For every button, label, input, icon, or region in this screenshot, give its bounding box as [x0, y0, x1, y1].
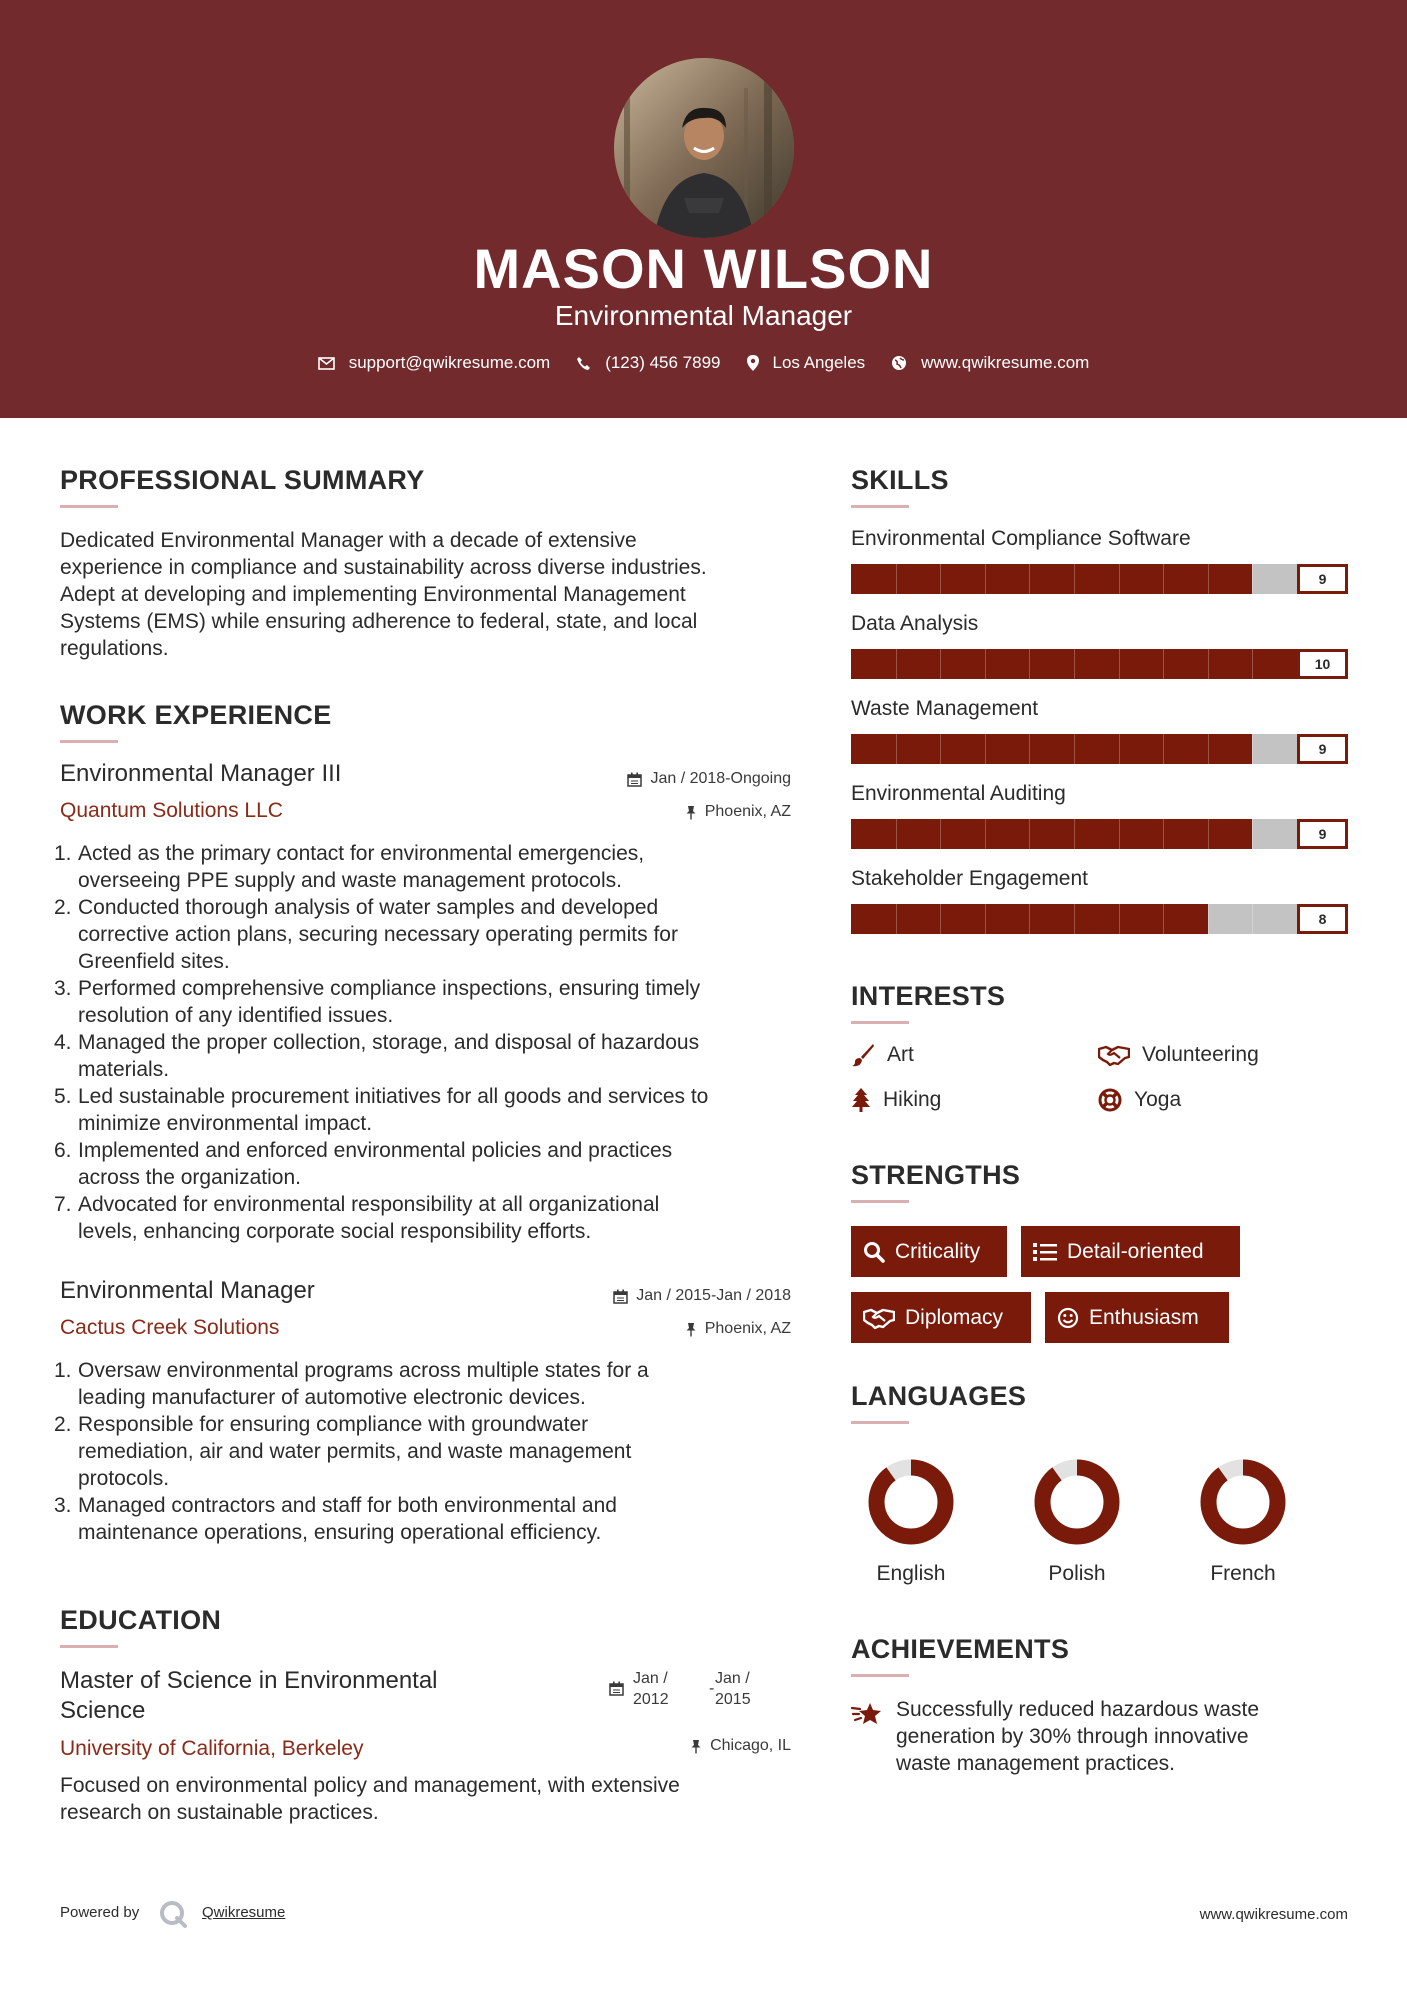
job-title: Environmental Manager: [60, 1277, 315, 1304]
list-line: Managed contractors and staff for both environmental and: [78, 1494, 617, 1517]
profile-photo-image: [614, 58, 794, 238]
skill-bar-segment: [1252, 819, 1253, 849]
education-desc-line: Focused on environmental policy and management, with extensive: [60, 1774, 680, 1797]
list-item: [54, 975, 800, 1029]
skill-bar-segment: [1163, 649, 1164, 679]
list-line: Oversaw environmental programs across multiple states for a: [78, 1359, 649, 1382]
skill-bar-fill: [851, 564, 1252, 594]
strength-chip-detail-oriented: [1021, 1226, 1240, 1277]
interest-hiking: [851, 1087, 941, 1113]
languages-heading: LANGUAGES: [851, 1381, 1027, 1411]
list-number: 2.: [54, 896, 72, 919]
list-item: [54, 1191, 800, 1245]
globe-icon: [891, 355, 907, 371]
language-donut: [868, 1459, 954, 1545]
skill-bar-segment: [1163, 819, 1164, 849]
job-dates: [500, 769, 791, 789]
skill-bar-segment: [985, 734, 986, 764]
skill-name: Environmental Compliance Software: [851, 527, 1191, 550]
skill-bar-segment: [985, 564, 986, 594]
pin-icon: [685, 1322, 697, 1337]
summary-line: Systems (EMS) while ensuring adherence to federal, state, and local: [60, 610, 698, 633]
degree-line: Master of Science in Environmental: [60, 1667, 438, 1694]
strength-chip-enthusiasm: [1045, 1292, 1229, 1343]
skill-bar-segment: [1252, 734, 1253, 764]
list-line: Managed the proper collection, storage, and disposal of hazardous: [78, 1031, 700, 1054]
education-end-date: [715, 1668, 751, 1710]
achievement-line: waste management practices.: [896, 1752, 1175, 1775]
list-line: minimize environmental impact.: [78, 1112, 373, 1135]
skill-bar-segment: [1029, 649, 1030, 679]
skill-name: Waste Management: [851, 697, 1039, 720]
education-heading: EDUCATION: [60, 1605, 222, 1635]
skill-bar-segment: [940, 734, 941, 764]
skill-bar-segment: [1074, 819, 1075, 849]
list-number: 7.: [54, 1193, 72, 1216]
contact-row: [0, 352, 1407, 374]
list-line: Advocated for environmental responsibility at all organizational: [78, 1193, 660, 1216]
job-location: [500, 802, 791, 822]
education-description: [60, 1772, 800, 1826]
job-location-text: Phoenix, AZ: [704, 1320, 791, 1337]
summary-line: regulations.: [60, 637, 169, 660]
skill-bar-segment: [1163, 904, 1164, 934]
job-title: Environmental Manager III: [60, 760, 342, 787]
skill-bar-segment: [940, 819, 941, 849]
list-line: protocols.: [78, 1467, 170, 1490]
skill-bar-segment: [940, 564, 941, 594]
language-donut: [1200, 1459, 1286, 1545]
list-item: [54, 1357, 800, 1411]
list-line: materials.: [78, 1058, 170, 1081]
date-line: 2012: [633, 1691, 669, 1708]
skill-name: Stakeholder Engagement: [851, 867, 1088, 890]
skill-bar-segment: [1029, 904, 1030, 934]
skill-bar-segment: [896, 734, 897, 764]
interest-art: [851, 1042, 914, 1068]
skill-bar-segment: [1252, 564, 1253, 594]
education-location: [560, 1736, 791, 1756]
interest-volunteering: [1098, 1042, 1259, 1068]
date-line: Jan /: [715, 1670, 750, 1687]
education-underline: [60, 1645, 118, 1648]
list-line: maintenance operations, ensuring operational efficiency.: [78, 1521, 602, 1544]
skill-bar-segment: [1208, 564, 1209, 594]
skill-bar-segment: [985, 649, 986, 679]
handshake-icon: [863, 1307, 895, 1329]
skill-bar-segment: [1252, 904, 1253, 934]
contact-email[interactable]: [318, 352, 551, 374]
interest-yoga: [1098, 1087, 1181, 1113]
summary-heading: PROFESSIONAL SUMMARY: [60, 465, 425, 495]
achievement-text: [896, 1696, 1366, 1777]
footer-website[interactable]: www.qwikresume.com: [1199, 1906, 1348, 1923]
list-line: Acted as the primary contact for environmental emergencies,: [78, 842, 645, 865]
profile-photo: [614, 58, 794, 238]
skill-bar-segment: [985, 904, 986, 934]
summary-line: Dedicated Environmental Manager with a decade of extensive: [60, 529, 637, 552]
list-line: leading manufacturer of automotive electronic devices.: [78, 1386, 586, 1409]
skill-bar-segment: [1119, 819, 1120, 849]
list-item: [54, 840, 800, 894]
language-label: English: [876, 1562, 946, 1585]
calendar-icon: [627, 772, 642, 787]
skill-bar-fill: [851, 734, 1252, 764]
skill-name: Environmental Auditing: [851, 782, 1066, 805]
list-number: 5.: [54, 1085, 72, 1108]
list-line: Conducted thorough analysis of water samples and developed: [78, 896, 659, 919]
interests-heading: INTERESTS: [851, 981, 1006, 1011]
skill-bar-segment: [1119, 564, 1120, 594]
list-icon: [1033, 1242, 1057, 1262]
strength-chip-diplomacy: [851, 1292, 1031, 1343]
calendar-icon: [609, 1681, 624, 1696]
language-label: Polish: [1048, 1562, 1106, 1585]
smile-icon: [1057, 1307, 1079, 1329]
qwikresume-link[interactable]: Qwikresume: [202, 1904, 286, 1921]
languages-underline: [851, 1421, 909, 1424]
skill-bar-segment: [985, 819, 986, 849]
envelope-icon: [318, 357, 335, 370]
skill-bar-fill: [851, 819, 1252, 849]
job-dates: [500, 1286, 791, 1306]
skill-level-badge: 8: [1297, 904, 1348, 934]
skill-bar-segment: [1208, 819, 1209, 849]
skill-bar-segment: [1119, 649, 1120, 679]
list-item: [54, 1411, 800, 1492]
achievement-line: generation by 30% through innovative: [896, 1725, 1249, 1748]
list-number: 4.: [54, 1031, 72, 1054]
strengths-heading: STRENGTHS: [851, 1160, 1021, 1190]
list-number: 6.: [54, 1139, 72, 1162]
skills-heading: SKILLS: [851, 465, 949, 495]
achievements-underline: [851, 1674, 909, 1677]
list-line: remediation, air and water permits, and waste management: [78, 1440, 632, 1463]
strengths-underline: [851, 1200, 909, 1203]
list-number: 1.: [54, 1359, 72, 1382]
pin-icon: [690, 1739, 702, 1754]
date-line: 2015: [715, 1691, 751, 1708]
language-donut-fill: [1043, 1468, 1112, 1537]
handshake-icon: [1098, 1044, 1130, 1066]
skill-bar-segment: [1252, 649, 1253, 679]
skill-bar-segment: [1208, 734, 1209, 764]
language-donut-fill: [1209, 1468, 1278, 1537]
list-line: levels, enhancing corporate social responsibility efforts.: [78, 1220, 592, 1243]
pin-icon: [685, 805, 697, 820]
list-line: Greenfield sites.: [78, 950, 230, 973]
powered-by-text: Powered by: [60, 1904, 140, 1921]
skill-bar-segment: [940, 649, 941, 679]
skill-bar-segment: [1029, 564, 1030, 594]
education-start-date: [633, 1668, 669, 1710]
skill-bar-segment: [1074, 564, 1075, 594]
skill-bar: [851, 819, 1348, 849]
summary-line: Adept at developing and implementing Environmental Management: [60, 583, 686, 606]
skill-name: Data Analysis: [851, 612, 979, 635]
contact-location-text: Los Angeles: [772, 353, 866, 372]
map-marker-icon: [747, 355, 759, 371]
list-line: Performed comprehensive compliance inspections, ensuring timely: [78, 977, 701, 1000]
achievements-heading: ACHIEVEMENTS: [851, 1634, 1070, 1664]
skill-bar-segment: [1163, 564, 1164, 594]
tree-icon: [851, 1088, 871, 1112]
paintbrush-icon: [851, 1043, 875, 1067]
skill-bar-segment: [1029, 734, 1030, 764]
education-desc-line: research on sustainable practices.: [60, 1801, 379, 1824]
skill-bar-segment: [896, 649, 897, 679]
degree-title: [60, 1666, 560, 1726]
job-location-text: Phoenix, AZ: [704, 803, 791, 820]
list-number: 3.: [54, 977, 72, 1000]
contact-location: [747, 352, 866, 374]
language-donut: [1034, 1459, 1120, 1545]
summary-text: [60, 527, 800, 662]
list-item: [54, 1492, 800, 1546]
qwikresume-logo-icon: [158, 1899, 188, 1929]
achievement-line: Successfully reduced hazardous waste: [896, 1698, 1260, 1721]
skill-bar-segment: [1163, 734, 1164, 764]
list-item: [54, 894, 800, 975]
skill-bar-segment: [1208, 649, 1209, 679]
skill-bar: [851, 904, 1348, 934]
list-line: across the organization.: [78, 1166, 301, 1189]
summary-line: experience in compliance and sustainability across diverse industries.: [60, 556, 707, 579]
skill-bar-segment: [1119, 904, 1120, 934]
list-line: Led sustainable procurement initiatives for all goods and services to: [78, 1085, 709, 1108]
job-dates-text: Jan / 2018-Ongoing: [650, 770, 791, 787]
lifebuoy-icon: [1098, 1088, 1122, 1112]
phone-icon: [576, 356, 591, 371]
search-icon: [863, 1241, 885, 1263]
skill-level-badge: 10: [1297, 649, 1348, 679]
education-location-text: Chicago, IL: [710, 1737, 791, 1754]
strength-label: Detail-oriented: [1067, 1239, 1204, 1263]
job-bullets: [54, 840, 800, 1245]
language-label: French: [1210, 1562, 1276, 1585]
skill-level-badge: 9: [1297, 564, 1348, 594]
list-number: 1.: [54, 842, 72, 865]
skill-bar-segment: [1074, 649, 1075, 679]
summary-underline: [60, 505, 118, 508]
interests-underline: [851, 1021, 909, 1024]
skill-level-badge: 9: [1297, 734, 1348, 764]
shooting-star-icon: [851, 1700, 883, 1728]
skill-bar: [851, 734, 1348, 764]
strength-label: Enthusiasm: [1089, 1305, 1199, 1329]
list-line: resolution of any identified issues.: [78, 1004, 394, 1027]
contact-website-text: www.qwikresume.com: [921, 353, 1090, 372]
list-item: [54, 1137, 800, 1191]
list-line: Implemented and enforced environmental policies and practices: [78, 1139, 673, 1162]
language-donut-fill: [877, 1468, 946, 1537]
skill-bar-segment: [1208, 904, 1209, 934]
strength-label: Criticality: [895, 1239, 981, 1263]
school-name: University of California, Berkeley: [60, 1737, 364, 1760]
candidate-name: MASON WILSON: [473, 237, 934, 300]
contact-email-text: support@qwikresume.com: [348, 353, 551, 372]
list-line: corrective action plans, securing necessary operating permits for: [78, 923, 678, 946]
job-company: Quantum Solutions LLC: [60, 799, 283, 822]
skill-bar: [851, 649, 1348, 679]
job-location: [500, 1319, 791, 1339]
list-number: 2.: [54, 1413, 72, 1436]
strength-chip-criticality: [851, 1226, 1007, 1277]
skill-bar-segment: [1029, 819, 1030, 849]
contact-website[interactable]: [891, 352, 1089, 374]
job-company: Cactus Creek Solutions: [60, 1316, 280, 1339]
skill-bar-segment: [896, 564, 897, 594]
contact-phone[interactable]: [576, 352, 720, 374]
skill-bar-segment: [896, 819, 897, 849]
contact-phone-text: (123) 456 7899: [605, 353, 721, 372]
list-line: Responsible for ensuring compliance with groundwater: [78, 1413, 589, 1436]
skill-bar-segment: [896, 904, 897, 934]
skills-underline: [851, 505, 909, 508]
experience-heading: WORK EXPERIENCE: [60, 700, 332, 730]
degree-line: Science: [60, 1697, 146, 1724]
candidate-title: Environmental Manager: [554, 300, 853, 331]
calendar-icon: [613, 1289, 628, 1304]
list-line: overseeing PPE supply and waste management protocols.: [78, 869, 622, 892]
skill-level-badge: 9: [1297, 819, 1348, 849]
experience-underline: [60, 740, 118, 743]
skill-bar: [851, 564, 1348, 594]
skill-bar-segment: [1119, 734, 1120, 764]
date-line: Jan /: [633, 1670, 668, 1687]
skill-bar-segment: [1074, 904, 1075, 934]
skill-bar-segment: [1074, 734, 1075, 764]
interest-label: Hiking: [883, 1088, 942, 1111]
interest-label: Volunteering: [1142, 1043, 1259, 1066]
strength-label: Diplomacy: [905, 1305, 1004, 1329]
skill-bar-segment: [940, 904, 941, 934]
job-dates-text: Jan / 2015-Jan / 2018: [636, 1287, 791, 1304]
interest-label: Art: [887, 1043, 914, 1066]
interest-label: Yoga: [1134, 1088, 1182, 1111]
list-item: [54, 1029, 800, 1083]
resume-header: [0, 0, 1407, 418]
date-separator: -: [709, 1680, 715, 1697]
list-number: 3.: [54, 1494, 72, 1517]
job-bullets: [54, 1357, 800, 1546]
list-item: [54, 1083, 800, 1137]
